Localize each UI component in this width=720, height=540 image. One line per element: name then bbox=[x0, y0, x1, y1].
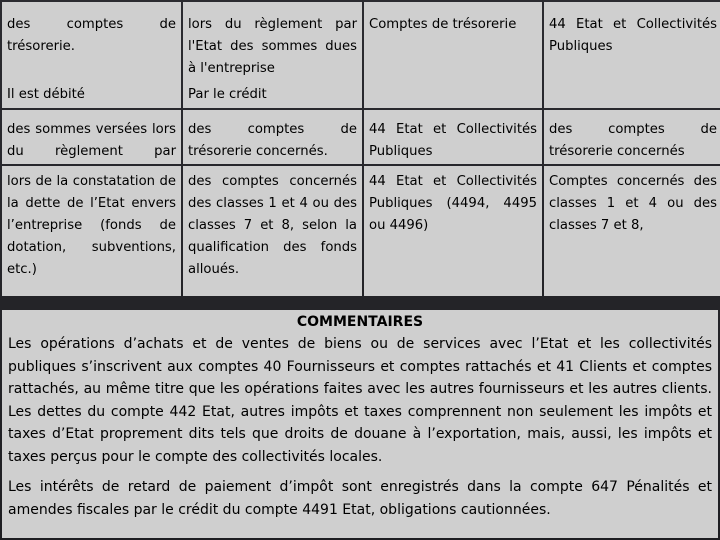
cell-text-top: lors du règlement par l'Etat des sommes dues à l'entreprise bbox=[188, 17, 357, 76]
table-cell-r3-c4 bbox=[544, 166, 720, 296]
table-cell-r1-c4 bbox=[544, 2, 720, 108]
comments-paragraph-2: Les intérêts de retard de paiement d’impôt sont enregistrés dans la compte 647 Pénalités et amendes fiscales par le crédit du compte 4491 Etat, obligations cautionnées. bbox=[8, 479, 712, 518]
cell-text: lors de la constatation de la dette de l’Etat envers l’entreprise (fonds de dotation, subventions, etc.) bbox=[7, 174, 176, 277]
table-cell-r2-c2 bbox=[183, 110, 362, 164]
cell-text: 44 Etat et Collectivités Publiques bbox=[549, 17, 717, 54]
accounting-table bbox=[2, 2, 720, 296]
cell-text: des comptes de trésorerie concernés bbox=[549, 122, 717, 159]
table-cell-r1-c3 bbox=[364, 2, 542, 108]
table-cell-r2-c4 bbox=[544, 110, 720, 164]
comments-title: COMMENTAIRES bbox=[296, 314, 424, 330]
cell-text-top: des comptes de trésorerie. bbox=[7, 17, 176, 54]
cell-text-bottom: Il est débité bbox=[7, 87, 85, 102]
table-cell-r1-c1 bbox=[2, 2, 181, 108]
comments-panel bbox=[2, 310, 718, 538]
cell-text: 44 Etat et Collectivités Publiques (4494, 4495 ou 4496) bbox=[369, 174, 537, 233]
table-cell-r2-c3 bbox=[364, 110, 542, 164]
table-cell-r1-c2 bbox=[183, 2, 362, 108]
table-cell-r3-c1 bbox=[2, 166, 181, 296]
cell-text-bottom: Par le crédit bbox=[188, 87, 267, 102]
comments-paragraph-1: Les opérations d’achats et de ventes de biens ou de services avec l’Etat et les collectivités publiques s’inscrivent aux comptes 40 Fournisseurs et comptes rattachés et 41 Clients et comptes rattachés, au même titre que les opérations faites avec les autres fournisseurs et les autres clients. Les dettes du compte 442 Etat, autres impôts et taxes comprennent non seulement les impôts et taxes d’Etat proprement dits tels que droits de douane à l’exportation, mais, aussi, les impôts et taxes perçus pour le compte des collectivités locales. bbox=[8, 336, 712, 465]
cell-text: des comptes de trésorerie concernés. bbox=[188, 122, 357, 159]
cell-text: des comptes concernés des classes 1 et 4 ou des classes 7 et 8, selon la qualification des fonds alloués. bbox=[188, 174, 357, 277]
cell-text: des sommes versées lors du règlement par bbox=[7, 122, 176, 159]
cell-text: Comptes de trésorerie bbox=[369, 17, 517, 32]
cell-text: 44 Etat et Collectivités Publiques bbox=[369, 122, 537, 159]
table-cell-r3-c2 bbox=[183, 166, 362, 296]
table-cell-r3-c3 bbox=[364, 166, 542, 296]
table-cell-r2-c1 bbox=[2, 110, 181, 164]
cell-text: Comptes concernés des classes 1 et 4 ou des classes 7 et 8, bbox=[549, 174, 717, 233]
